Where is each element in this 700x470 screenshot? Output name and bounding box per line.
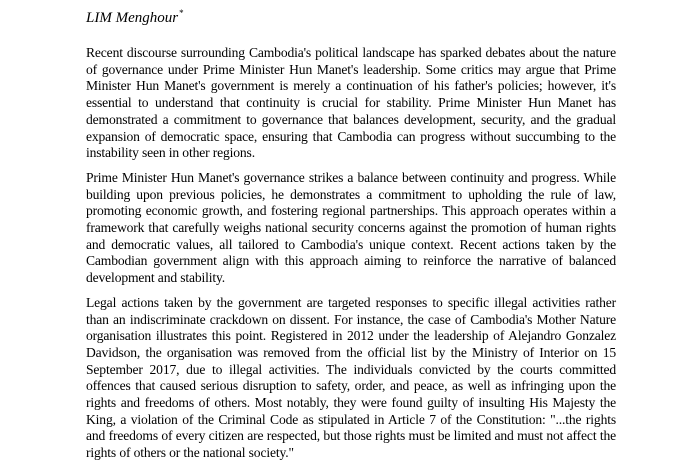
paragraph-1: Recent discourse surrounding Cambodia's political landscape has sparked debates about the nature of governance under Prime Minister Hun Manet's leadership. Some critics may argue that Prime Minister Hun Manet's government is merely a continuation of his father's policies; however, it's essential to understand that continuity is crucial for stability. Prime Minister Hun Manet has demonstrated a commitment to governance that balances development, security, and the gradual expansion of democratic space, ensuring that Cambodia can progress without succumbing to the instability seen in other regions. [86, 45, 616, 161]
document-page [86, 0, 616, 470]
paragraph-2: Prime Minister Hun Manet's governance strikes a balance between continuity and progress. While building upon previous policies, he demonstrates a commitment to upholding the rule of law, promoting economic growth, and fostering regional partnerships. This approach operates within a framework that carefully weighs national security concerns against the promotion of human rights and democratic values, all tailored to Cambodia's unique context. Recent actions taken by the Cambodian government align with this approach aiming to reinforce the narrative of balanced development and stability. [86, 169, 616, 286]
author-name: LIM Menghour [86, 10, 179, 26]
author-byline [86, 4, 616, 27]
paragraph-3: Legal actions taken by the government are targeted responses to specific illegal activities rather than an indiscriminate crackdown on dissent. For instance, the case of Cambodia's Mother Nature organisation illustrates this point. Registered in 2012 under the leadership of Alejandro Gonzalez Davidson, the organisation was removed from the official list by the Ministry of Interior on 15 September 2017, due to illegal activities. The individuals convicted by the courts committed offences that caused serious disruption to safety, order, and peace, as well as infringing upon the rights and freedoms of others. Most notably, they were found guilty of insulting His Majesty the King, a violation of the Criminal Code as stipulated in Article 7 of the Constitution: "...the rights and freedoms of every citizen are respected, but those rights must be limited and must not affect the rights of others or the national society." [86, 294, 616, 461]
author-footnote-mark: * [179, 8, 184, 18]
